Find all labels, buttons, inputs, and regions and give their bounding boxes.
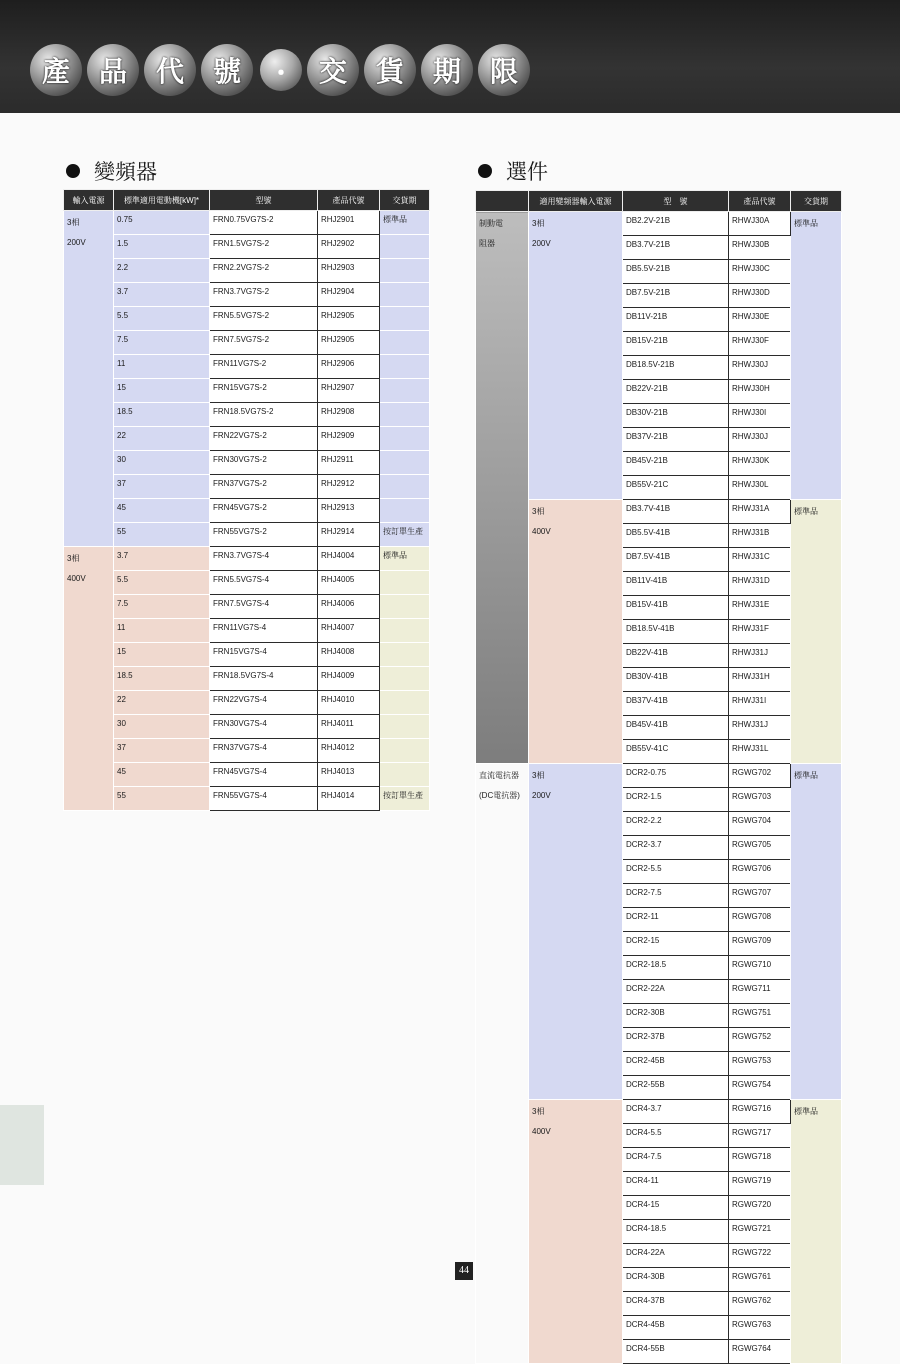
product-code-cell: RGWG722 xyxy=(729,1244,791,1268)
delivery-cell xyxy=(380,307,430,331)
cell-line: 200V xyxy=(67,238,86,247)
motor-kw-cell: 5.5 xyxy=(114,571,210,595)
motor-kw-cell: 1.5 xyxy=(114,235,210,259)
product-code-cell: RHWJ31J xyxy=(729,644,791,668)
table-row xyxy=(64,451,430,475)
product-code-cell: RHWJ30E xyxy=(729,308,791,332)
table-row xyxy=(64,619,430,643)
product-code-cell: RHJ4008 xyxy=(318,643,380,667)
product-code-cell: RHWJ30K xyxy=(729,452,791,476)
table-row xyxy=(64,379,430,403)
model-cell: FRN2.2VG7S-2 xyxy=(210,259,318,283)
delivery-cell xyxy=(380,235,430,259)
product-code-cell: RHJ4005 xyxy=(318,571,380,595)
model-cell: DCR2-7.5 xyxy=(623,884,729,908)
delivery-cell: 標準品 xyxy=(380,211,430,235)
column-header: 交貨期 xyxy=(380,190,430,211)
table-row xyxy=(64,691,430,715)
title-dot: ・ xyxy=(260,49,302,91)
cell-line: 200V xyxy=(532,239,551,248)
delivery-cell xyxy=(380,763,430,787)
model-cell: FRN30VG7S-2 xyxy=(210,451,318,475)
model-cell: DB55V-21C xyxy=(623,476,729,500)
model-cell: FRN1.5VG7S-2 xyxy=(210,235,318,259)
title-char: 代 xyxy=(144,44,196,96)
product-code-cell: RGWG764 xyxy=(729,1340,791,1364)
product-code-cell: RGWG721 xyxy=(729,1220,791,1244)
model-cell: DCR2-18.5 xyxy=(623,956,729,980)
cell-line: 直流電抗器 xyxy=(479,771,519,780)
model-cell: DB37V-41B xyxy=(623,692,729,716)
model-cell: FRN15VG7S-2 xyxy=(210,379,318,403)
model-cell: DB18.5V-21B xyxy=(623,356,729,380)
cell-line: 3相 xyxy=(532,219,545,228)
product-code-cell: RHWJ30A xyxy=(729,212,791,236)
model-cell: FRN11VG7S-2 xyxy=(210,355,318,379)
product-code-cell: RHJ4006 xyxy=(318,595,380,619)
title-char: 產 xyxy=(30,44,82,96)
motor-kw-cell: 55 xyxy=(114,523,210,547)
model-cell: DB5.5V-21B xyxy=(623,260,729,284)
column-header: 輸入電源 xyxy=(64,190,114,211)
product-code-cell: RHWJ31B xyxy=(729,524,791,548)
model-cell: DB11V-21B xyxy=(623,308,729,332)
model-cell: FRN15VG7S-4 xyxy=(210,643,318,667)
title-char: 交 xyxy=(307,44,359,96)
product-code-cell: RGWG705 xyxy=(729,836,791,860)
cell-line: 400V xyxy=(532,527,551,536)
model-cell: FRN55VG7S-4 xyxy=(210,787,318,811)
product-code-cell: RHWJ31F xyxy=(729,620,791,644)
model-cell: FRN11VG7S-4 xyxy=(210,619,318,643)
title-char: 期 xyxy=(421,44,473,96)
product-code-cell: RGWG703 xyxy=(729,788,791,812)
product-code-cell: RHJ2913 xyxy=(318,499,380,523)
delivery-cell: 標準品 xyxy=(791,212,842,500)
model-cell: FRN18.5VG7S-2 xyxy=(210,403,318,427)
input-power-cell xyxy=(64,211,114,547)
model-cell: DB37V-21B xyxy=(623,428,729,452)
model-cell: FRN5.5VG7S-2 xyxy=(210,307,318,331)
model-cell: FRN30VG7S-4 xyxy=(210,715,318,739)
delivery-cell xyxy=(380,355,430,379)
model-cell: FRN37VG7S-2 xyxy=(210,475,318,499)
page-number: 44 xyxy=(455,1262,473,1280)
title-char: 品 xyxy=(87,44,139,96)
input-power-cell xyxy=(529,500,623,764)
product-code-cell: RHWJ30J xyxy=(729,428,791,452)
table-row xyxy=(64,427,430,451)
page-header xyxy=(0,0,900,113)
cell-line: 制動電 xyxy=(479,219,503,228)
table-row xyxy=(64,211,430,235)
column-header: 型 號 xyxy=(623,191,729,212)
model-cell: FRN37VG7S-4 xyxy=(210,739,318,763)
table-row xyxy=(64,595,430,619)
model-cell: DB15V-41B xyxy=(623,596,729,620)
product-code-cell: RHWJ31L xyxy=(729,740,791,764)
delivery-cell xyxy=(380,715,430,739)
table-row xyxy=(64,235,430,259)
motor-kw-cell: 7.5 xyxy=(114,595,210,619)
product-code-cell: RHJ2908 xyxy=(318,403,380,427)
product-code-cell: RGWG762 xyxy=(729,1292,791,1316)
model-cell: DCR2-45B xyxy=(623,1052,729,1076)
motor-kw-cell: 2.2 xyxy=(114,259,210,283)
motor-kw-cell: 11 xyxy=(114,355,210,379)
product-code-cell: RHJ4011 xyxy=(318,715,380,739)
motor-kw-cell: 3.7 xyxy=(114,283,210,307)
table-row xyxy=(64,499,430,523)
product-code-cell: RGWG754 xyxy=(729,1076,791,1100)
cell-line: 400V xyxy=(67,574,86,583)
motor-kw-cell: 37 xyxy=(114,475,210,499)
input-power-cell xyxy=(529,1100,623,1364)
model-cell: DCR4-5.5 xyxy=(623,1124,729,1148)
cell-line: 3相 xyxy=(532,1107,545,1116)
table-row xyxy=(64,307,430,331)
model-cell: FRN45VG7S-4 xyxy=(210,763,318,787)
product-code-cell: RHJ4009 xyxy=(318,667,380,691)
model-cell: DCR2-0.75 xyxy=(623,764,729,788)
section-title-inverter xyxy=(66,156,157,186)
table-row xyxy=(64,283,430,307)
product-code-cell: RHWJ30H xyxy=(729,380,791,404)
table-row xyxy=(64,667,430,691)
column-header: 產品代號 xyxy=(318,190,380,211)
cell-line: 3相 xyxy=(532,507,545,516)
cell-line: 3相 xyxy=(67,554,80,563)
column-header: 產品代號 xyxy=(729,191,791,212)
table-row xyxy=(64,715,430,739)
product-code-cell: RHWJ30L xyxy=(729,476,791,500)
title-char: 貨 xyxy=(364,44,416,96)
motor-kw-cell: 7.5 xyxy=(114,331,210,355)
product-code-cell: RHJ2914 xyxy=(318,523,380,547)
model-cell: DCR4-15 xyxy=(623,1196,729,1220)
product-code-cell: RHJ2912 xyxy=(318,475,380,499)
product-code-cell: RHJ4007 xyxy=(318,619,380,643)
delivery-cell xyxy=(380,499,430,523)
product-code-cell: RHWJ31C xyxy=(729,548,791,572)
category-cell xyxy=(476,212,529,764)
product-code-cell: RHJ4013 xyxy=(318,763,380,787)
input-power-cell xyxy=(64,547,114,811)
bullet-icon xyxy=(66,164,80,178)
product-code-cell: RHWJ30D xyxy=(729,284,791,308)
cell-line: 3相 xyxy=(67,218,80,227)
model-cell: FRN5.5VG7S-4 xyxy=(210,571,318,595)
product-code-cell: RHJ4014 xyxy=(318,787,380,811)
model-cell: DCR4-37B xyxy=(623,1292,729,1316)
product-code-cell: RGWG716 xyxy=(729,1100,791,1124)
model-cell: FRN18.5VG7S-4 xyxy=(210,667,318,691)
model-cell: DCR2-11 xyxy=(623,908,729,932)
model-cell: FRN3.7VG7S-2 xyxy=(210,283,318,307)
table-row xyxy=(476,1100,842,1124)
product-code-cell: RGWG752 xyxy=(729,1028,791,1052)
product-code-cell: RHWJ30B xyxy=(729,236,791,260)
product-code-cell: RHWJ31D xyxy=(729,572,791,596)
table-row xyxy=(476,764,842,788)
model-cell: DB45V-21B xyxy=(623,452,729,476)
motor-kw-cell: 55 xyxy=(114,787,210,811)
model-cell: DB45V-41B xyxy=(623,716,729,740)
model-cell: DB11V-41B xyxy=(623,572,729,596)
product-code-cell: RGWG751 xyxy=(729,1004,791,1028)
delivery-cell xyxy=(380,667,430,691)
table-row xyxy=(64,331,430,355)
model-cell: FRN0.75VG7S-2 xyxy=(210,211,318,235)
model-cell: DCR4-22A xyxy=(623,1244,729,1268)
delivery-cell xyxy=(380,283,430,307)
model-cell: DB5.5V-41B xyxy=(623,524,729,548)
motor-kw-cell: 0.75 xyxy=(114,211,210,235)
product-code-cell: RHJ2909 xyxy=(318,427,380,451)
model-cell: DCR2-22A xyxy=(623,980,729,1004)
product-code-cell: RHJ2904 xyxy=(318,283,380,307)
product-code-cell: RHWJ30F xyxy=(729,332,791,356)
product-code-cell: RHJ2906 xyxy=(318,355,380,379)
motor-kw-cell: 30 xyxy=(114,715,210,739)
model-cell: DCR4-7.5 xyxy=(623,1148,729,1172)
product-code-cell: RHJ2902 xyxy=(318,235,380,259)
delivery-cell: 按訂單生產 xyxy=(380,787,430,811)
delivery-cell xyxy=(380,451,430,475)
product-code-cell: RHJ2907 xyxy=(318,379,380,403)
model-cell: DB7.5V-41B xyxy=(623,548,729,572)
table-row xyxy=(64,643,430,667)
table-row xyxy=(64,571,430,595)
product-code-cell: RGWG706 xyxy=(729,860,791,884)
model-cell: DCR2-15 xyxy=(623,932,729,956)
model-cell: DCR2-5.5 xyxy=(623,860,729,884)
product-code-cell: RGWG708 xyxy=(729,908,791,932)
product-code-cell: RGWG710 xyxy=(729,956,791,980)
motor-kw-cell: 22 xyxy=(114,691,210,715)
model-cell: DB3.7V-21B xyxy=(623,236,729,260)
delivery-cell xyxy=(380,475,430,499)
model-cell: DB55V-41C xyxy=(623,740,729,764)
delivery-cell xyxy=(380,691,430,715)
model-cell: DB2.2V-21B xyxy=(623,212,729,236)
cell-line: 阻器 xyxy=(479,239,495,248)
delivery-cell: 標準品 xyxy=(380,547,430,571)
model-cell: DCR2-2.2 xyxy=(623,812,729,836)
product-code-cell: RHWJ30J xyxy=(729,356,791,380)
model-cell: FRN7.5VG7S-4 xyxy=(210,595,318,619)
table-row xyxy=(476,212,842,236)
table-row xyxy=(64,523,430,547)
product-code-cell: RHJ2905 xyxy=(318,307,380,331)
product-code-cell: RHJ4010 xyxy=(318,691,380,715)
delivery-cell xyxy=(380,403,430,427)
column-header xyxy=(476,191,529,212)
product-code-cell: RGWG720 xyxy=(729,1196,791,1220)
model-cell: DCR4-55B xyxy=(623,1340,729,1364)
product-code-cell: RGWG707 xyxy=(729,884,791,908)
model-cell: DCR4-45B xyxy=(623,1316,729,1340)
delivery-cell xyxy=(380,643,430,667)
cell-line: (DC電抗器) xyxy=(479,791,520,800)
product-code-cell: RGWG753 xyxy=(729,1052,791,1076)
product-code-cell: RHWJ31E xyxy=(729,596,791,620)
motor-kw-cell: 18.5 xyxy=(114,667,210,691)
table-row xyxy=(476,500,842,524)
model-cell: DB18.5V-41B xyxy=(623,620,729,644)
model-cell: DCR2-1.5 xyxy=(623,788,729,812)
delivery-cell xyxy=(380,571,430,595)
motor-kw-cell: 45 xyxy=(114,763,210,787)
input-power-cell xyxy=(529,764,623,1100)
delivery-cell xyxy=(380,331,430,355)
motor-kw-cell: 3.7 xyxy=(114,547,210,571)
product-code-cell: RGWG709 xyxy=(729,932,791,956)
model-cell: DCR2-3.7 xyxy=(623,836,729,860)
model-cell: DB7.5V-21B xyxy=(623,284,729,308)
product-code-cell: RHWJ31A xyxy=(729,500,791,524)
delivery-cell xyxy=(380,427,430,451)
product-code-cell: RGWG763 xyxy=(729,1316,791,1340)
column-header: 標準適用電動機[kW]* xyxy=(114,190,210,211)
input-power-cell xyxy=(529,212,623,500)
model-cell: FRN22VG7S-2 xyxy=(210,427,318,451)
model-cell: DCR2-55B xyxy=(623,1076,729,1100)
model-cell: DB30V-21B xyxy=(623,404,729,428)
table-header-row xyxy=(64,190,430,211)
inverter-table xyxy=(63,189,430,811)
cell-line: 200V xyxy=(532,791,551,800)
delivery-cell xyxy=(380,595,430,619)
model-cell: DCR4-30B xyxy=(623,1268,729,1292)
table-row xyxy=(64,787,430,811)
product-code-cell: RHWJ30I xyxy=(729,404,791,428)
product-code-cell: RGWG761 xyxy=(729,1268,791,1292)
model-cell: DB15V-21B xyxy=(623,332,729,356)
product-code-cell: RGWG711 xyxy=(729,980,791,1004)
section-title-text: 變頻器 xyxy=(94,160,157,184)
model-cell: FRN55VG7S-2 xyxy=(210,523,318,547)
motor-kw-cell: 15 xyxy=(114,379,210,403)
options-table xyxy=(475,190,842,1364)
title-char: 號 xyxy=(201,44,253,96)
motor-kw-cell: 11 xyxy=(114,619,210,643)
motor-kw-cell: 30 xyxy=(114,451,210,475)
cell-line: 400V xyxy=(532,1127,551,1136)
table-row xyxy=(64,739,430,763)
model-cell: DCR4-11 xyxy=(623,1172,729,1196)
model-cell: DCR2-37B xyxy=(623,1028,729,1052)
motor-kw-cell: 37 xyxy=(114,739,210,763)
motor-kw-cell: 5.5 xyxy=(114,307,210,331)
product-code-cell: RHWJ30C xyxy=(729,260,791,284)
motor-kw-cell: 15 xyxy=(114,643,210,667)
product-code-cell: RHJ4004 xyxy=(318,547,380,571)
product-code-cell: RHJ2901 xyxy=(318,211,380,235)
bullet-icon xyxy=(478,164,492,178)
delivery-cell: 按訂單生產 xyxy=(380,523,430,547)
model-cell: FRN7.5VG7S-2 xyxy=(210,331,318,355)
model-cell: FRN22VG7S-4 xyxy=(210,691,318,715)
product-code-cell: RHWJ31J xyxy=(729,716,791,740)
product-code-cell: RHJ2905 xyxy=(318,331,380,355)
product-code-cell: RGWG704 xyxy=(729,812,791,836)
column-header: 適用變頻器輸入電源 xyxy=(529,191,623,212)
model-cell: DCR4-3.7 xyxy=(623,1100,729,1124)
cell-line: 3相 xyxy=(532,771,545,780)
model-cell: DB22V-41B xyxy=(623,644,729,668)
delivery-cell xyxy=(380,379,430,403)
model-cell: DCR4-18.5 xyxy=(623,1220,729,1244)
delivery-cell xyxy=(380,739,430,763)
column-header: 交貨期 xyxy=(791,191,842,212)
delivery-cell: 標準品 xyxy=(791,500,842,764)
model-cell: DB3.7V-41B xyxy=(623,500,729,524)
product-code-cell: RHJ2903 xyxy=(318,259,380,283)
side-tab xyxy=(0,1105,44,1185)
motor-kw-cell: 18.5 xyxy=(114,403,210,427)
model-cell: DB22V-21B xyxy=(623,380,729,404)
product-code-cell: RHWJ31I xyxy=(729,692,791,716)
delivery-cell xyxy=(380,259,430,283)
product-code-cell: RHJ2911 xyxy=(318,451,380,475)
delivery-cell: 標準品 xyxy=(791,1100,842,1364)
model-cell: FRN45VG7S-2 xyxy=(210,499,318,523)
table-header-row xyxy=(476,191,842,212)
product-code-cell: RGWG718 xyxy=(729,1148,791,1172)
model-cell: DB30V-41B xyxy=(623,668,729,692)
title-char: 限 xyxy=(478,44,530,96)
product-code-cell: RGWG719 xyxy=(729,1172,791,1196)
product-code-cell: RHJ4012 xyxy=(318,739,380,763)
product-code-cell: RGWG702 xyxy=(729,764,791,788)
model-cell: DCR2-30B xyxy=(623,1004,729,1028)
delivery-cell xyxy=(380,619,430,643)
motor-kw-cell: 22 xyxy=(114,427,210,451)
column-header: 型號 xyxy=(210,190,318,211)
product-code-cell: RGWG717 xyxy=(729,1124,791,1148)
model-cell: FRN3.7VG7S-4 xyxy=(210,547,318,571)
product-code-cell: RHWJ31H xyxy=(729,668,791,692)
section-title-options xyxy=(478,156,548,186)
motor-kw-cell: 45 xyxy=(114,499,210,523)
table-row xyxy=(64,259,430,283)
table-row xyxy=(64,403,430,427)
header-title xyxy=(30,40,535,100)
table-row xyxy=(64,355,430,379)
section-title-text: 選件 xyxy=(506,160,548,184)
table-row xyxy=(64,475,430,499)
table-row xyxy=(64,763,430,787)
category-cell xyxy=(476,764,529,1364)
delivery-cell: 標準品 xyxy=(791,764,842,1100)
table-row xyxy=(64,547,430,571)
